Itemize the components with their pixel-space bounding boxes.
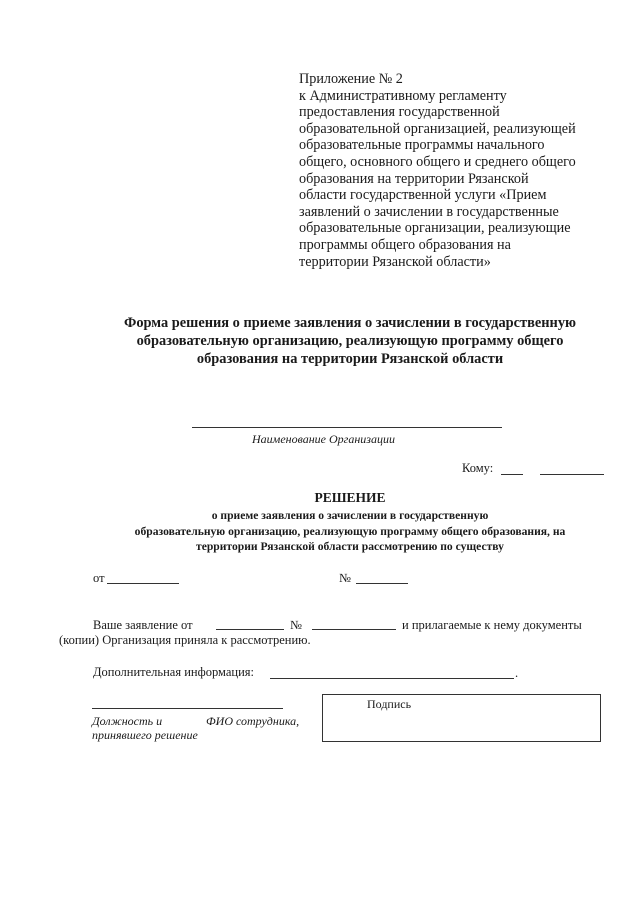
decision-subtitle-line: о приеме заявления о зачислении в государственную — [211, 509, 489, 522]
form-title-line: образовательную организацию, реализующую программу общего — [136, 333, 564, 349]
form-title — [80, 314, 620, 368]
accepted-by-label: принявшего решение — [92, 728, 198, 742]
body-text-part1: Ваше заявление от — [93, 618, 193, 632]
position-label: Должность и — [92, 714, 163, 728]
decision-subtitle-line: территории Рязанской области рассмотрению по существу — [196, 540, 504, 553]
form-title-line: образования на территории Рязанской области — [196, 351, 504, 367]
employee-field[interactable] — [92, 708, 283, 709]
decision-subtitle-line: образовательную организацию, реализующую программу общего образования, на — [134, 524, 566, 538]
additional-info-field[interactable] — [270, 678, 514, 679]
appendix-block — [299, 71, 609, 270]
body-text-line2: (копии) Организация приняла к рассмотрению. — [59, 633, 311, 647]
appendix-line: заявлений о зачислении в государственные — [299, 203, 559, 220]
decision-heading: РЕШЕНИЕ — [314, 490, 386, 505]
application-number-field[interactable] — [312, 629, 396, 630]
additional-info-period: . — [515, 666, 519, 680]
appendix-line: предоставления государственной — [299, 104, 500, 121]
appendix-line: Приложение № 2 — [299, 71, 403, 87]
form-title-line: Форма решения о приеме заявления о зачислении в государственную — [123, 315, 577, 331]
appendix-line: области государственной услуги «Прием — [299, 187, 547, 204]
number-field[interactable] — [356, 583, 408, 584]
appendix-line: образовательные организации, реализующие — [299, 220, 571, 237]
date-label: от — [93, 571, 105, 585]
signature-label: Подпись — [367, 697, 412, 711]
recipient-field[interactable] — [501, 474, 523, 475]
appendix-line: программы общего образования на — [299, 236, 511, 253]
body-text-part3: и прилагаемые к нему документы — [402, 618, 582, 632]
additional-info-label: Дополнительная информация: — [93, 665, 254, 679]
appendix-line: общего, основного общего и среднего общего — [299, 153, 576, 170]
signature-box[interactable] — [322, 694, 601, 742]
application-date-field[interactable] — [216, 629, 284, 630]
recipient-label: Кому: — [462, 461, 494, 475]
organization-label: Наименование Организации — [252, 432, 395, 446]
body-text-part2: № — [290, 618, 302, 632]
recipient-field-2[interactable] — [540, 474, 604, 475]
date-field[interactable] — [107, 583, 179, 584]
appendix-line: к Административному регламенту — [299, 87, 507, 104]
appendix-line: образования на территории Рязанской — [299, 170, 529, 187]
decision-subtitle — [60, 508, 640, 555]
appendix-line: территории Рязанской области» — [299, 253, 491, 270]
organization-name-field[interactable] — [192, 427, 502, 428]
number-label: № — [339, 571, 351, 585]
appendix-line: образовательной организацией, реализующей — [299, 120, 576, 137]
employee-name-label: ФИО сотрудника, — [206, 714, 300, 728]
appendix-line: образовательные программы начального — [299, 137, 545, 154]
